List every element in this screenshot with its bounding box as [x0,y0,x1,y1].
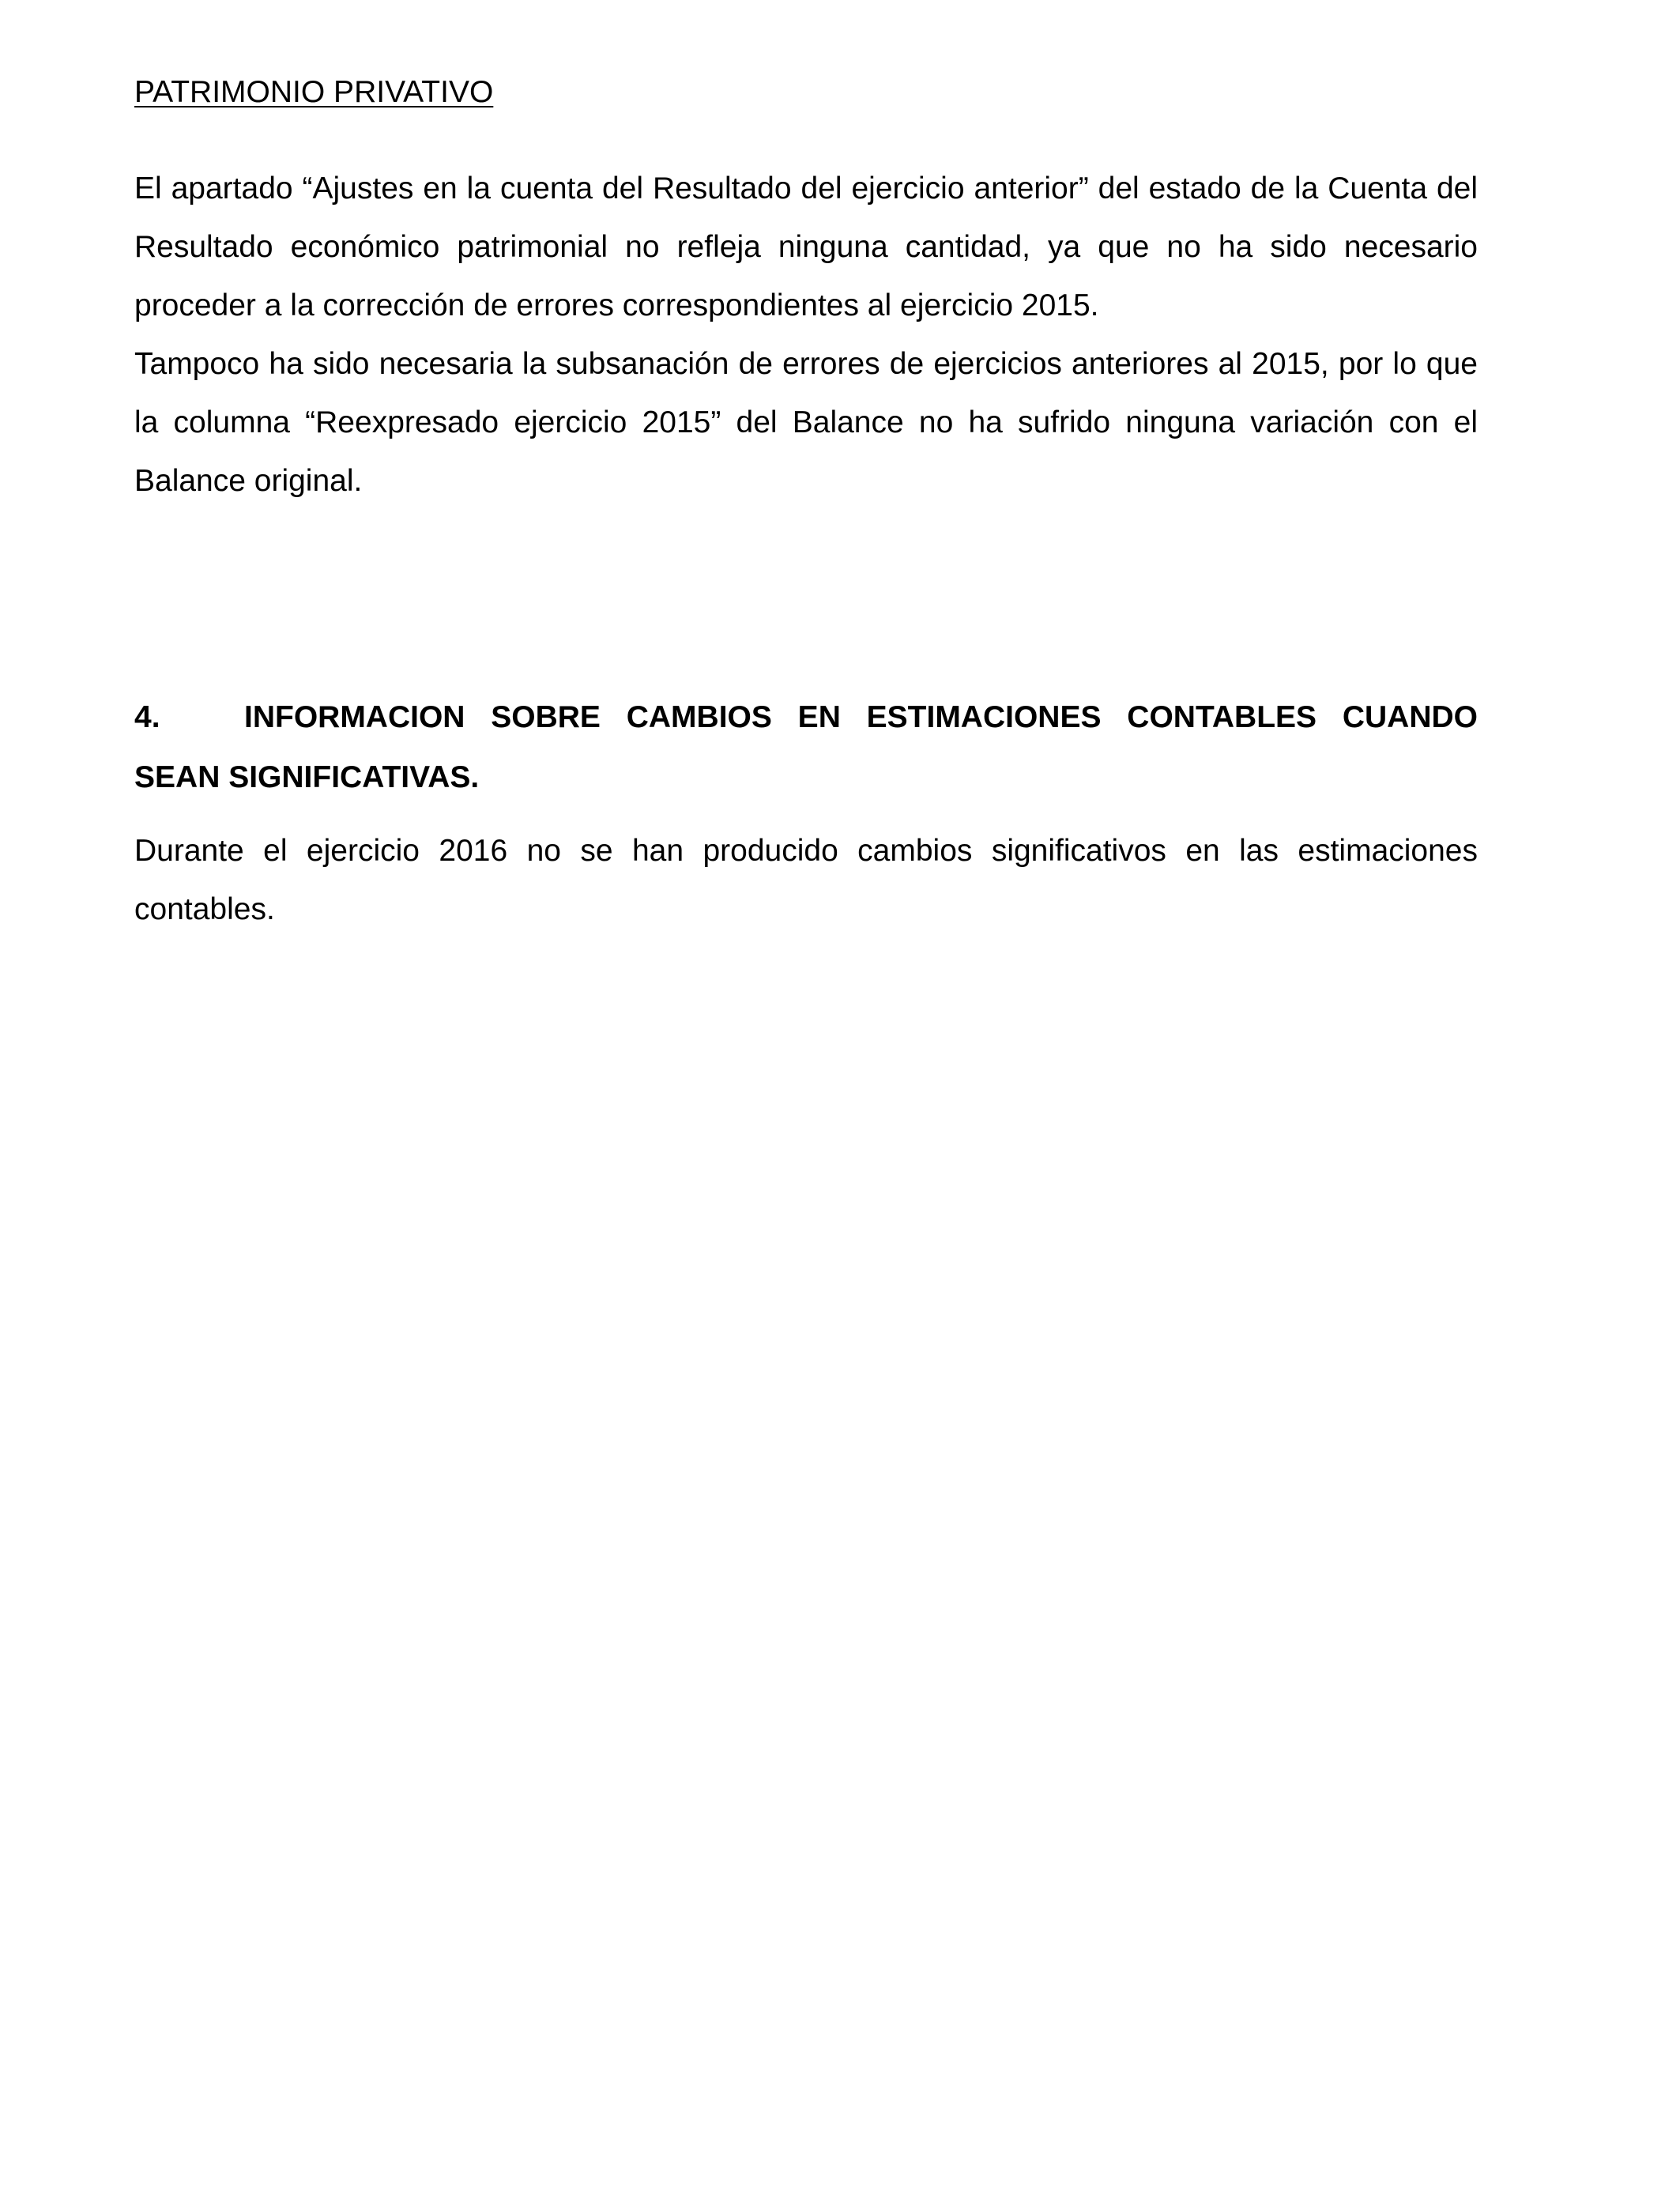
paragraph-estimates: Durante el ejercicio 2016 no se han producido cambios significativos en las estimaciones contables. [134,834,1478,926]
section-title: PATRIMONIO PRIVATIVO [134,75,494,109]
page-content [134,68,1478,939]
heading-number: 4. [134,700,160,734]
heading-line-1 [134,688,1478,748]
paragraph-adjustments: El apartado “Ajustes en la cuenta del Resultado del ejercicio anterior” del estado de la Cuenta del Resultado económico patrimonial no refleja ninguna cantidad, ya que no ha sido necesario proceder a la corrección de errores correspondientes al ejercicio 2015. [134,172,1478,322]
paragraph-corrections: Tampoco ha sido necesaria la subsanación de errores de ejercicios anteriores al 2015, por lo que la columna “Reexpresado ejercicio 2015” del Balance no ha sufrido ninguna variación con el Balance original. [134,347,1478,498]
heading-line-2: SEAN SIGNIFICATIVAS. [134,760,480,794]
section-heading [134,688,1478,808]
heading-text-1: INFORMACION SOBRE CAMBIOS EN ESTIMACIONES CONTABLES CUANDO [244,700,1478,734]
